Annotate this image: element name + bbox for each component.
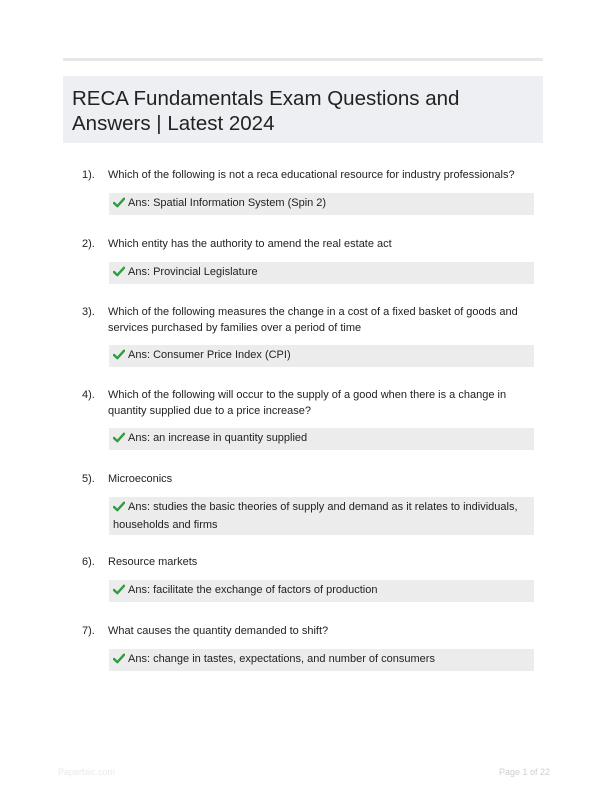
question-number: 7).: [82, 625, 95, 637]
answer-box: [109, 649, 534, 671]
page-title: RECA Fundamentals Exam Questions and Answers | Latest 2024: [72, 87, 460, 135]
top-divider: [63, 58, 543, 61]
question-text: Which of the following is not a reca educational resource for industry professionals?: [108, 169, 515, 181]
question-number: 5).: [82, 473, 95, 485]
question-number: 6).: [82, 556, 95, 568]
answer-box: [109, 193, 534, 215]
question-number: 4).: [82, 389, 95, 401]
checkmark-icon: [113, 197, 125, 213]
question-text: Which of the following will occur to the supply of a good when there is a change in quantity supplied due to a price increase?: [108, 389, 507, 417]
title-banner: [63, 76, 543, 143]
answer-text: Ans: Provincial Legislature: [128, 266, 258, 278]
answer-text: Ans: an increase in quantity supplied: [128, 432, 308, 444]
answer-box: [109, 345, 534, 367]
answer-text: Ans: change in tastes, expectations, and number of consumers: [128, 653, 435, 665]
question-text: Resource markets: [108, 556, 198, 568]
question-text: What causes the quantity demanded to shift?: [108, 625, 329, 637]
answer-text: Ans: Consumer Price Index (CPI): [128, 349, 291, 361]
question-text: Microeconics: [108, 473, 173, 485]
checkmark-icon: [113, 501, 125, 517]
answer-text: Ans: facilitate the exchange of factors of production: [128, 584, 378, 596]
question-number: 2).: [82, 238, 95, 250]
answer-box: [109, 497, 534, 535]
question-text: Which entity has the authority to amend the real estate act: [108, 238, 392, 250]
answer-box: [109, 262, 534, 284]
answer-text: Ans: studies the basic theories of supply and demand as it relates to individuals, households and firms: [113, 501, 518, 531]
footer-site: Paperbiic.com: [58, 767, 116, 777]
checkmark-icon: [113, 432, 125, 448]
answer-box: [109, 580, 534, 602]
question-number: 3).: [82, 306, 95, 318]
answer-box: [109, 428, 534, 450]
checkmark-icon: [113, 584, 125, 600]
checkmark-icon: [113, 266, 125, 282]
question-number: 1).: [82, 169, 95, 181]
answer-text: Ans: Spatial Information System (Spin 2): [128, 197, 327, 209]
checkmark-icon: [113, 349, 125, 365]
question-text: Which of the following measures the change in a cost of a fixed basket of goods and services purchased by families over a period of time: [108, 306, 518, 334]
checkmark-icon: [113, 653, 125, 669]
footer-page-number: Page 1 of 22: [498, 767, 550, 777]
